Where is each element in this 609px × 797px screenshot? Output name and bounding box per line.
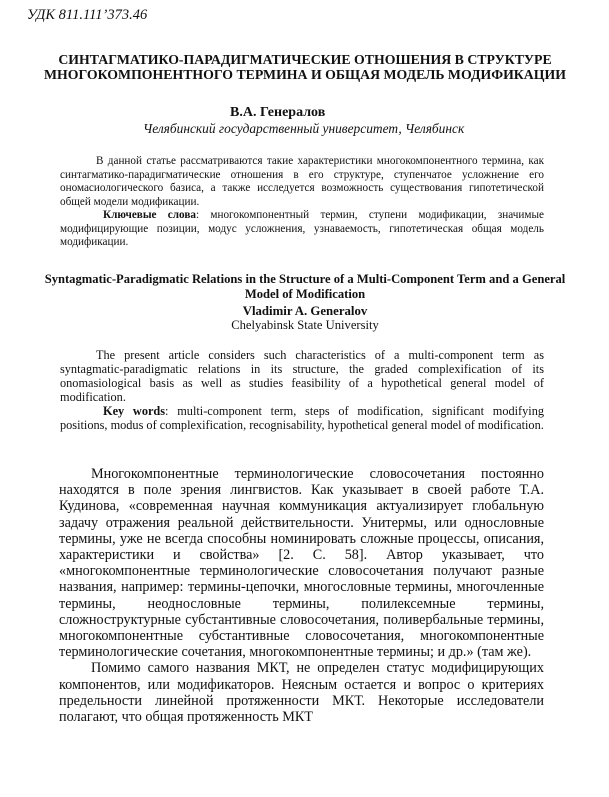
article-title-en: Syntagmatic-Paradigmatic Relations in the Structure of a Multi-Component Term and a General Model of Modification xyxy=(44,272,566,301)
author-en: Vladimir A. Generalov xyxy=(242,304,368,318)
article-title-ru: СИНТАГМАТИКО-ПАРАДИГМАТИЧЕСКИЕ ОТНОШЕНИЯ В СТРУКТУРЕ МНОГОКОМПОНЕНТНОГО ТЕРМИНА И ОБЩАЯ МОДЕЛЬ МОДИФИКАЦИИ xyxy=(44,52,566,82)
author-ru: В.А. Генералов xyxy=(230,105,326,120)
udk-code: УДК 811.111’373.46 xyxy=(27,7,148,23)
article-body xyxy=(59,466,544,725)
abstract-ru-text: В данной статье рассматриваются такие характеристики многокомпонентного термина, как синтагматико-парадигматические отношения в его структуре, ступенчатое усложнение его ономасиологического базиса, а также исследуется возможность существования гипотетической общей модели модификации. xyxy=(60,155,544,208)
keywords-en-text: : multi-component term, steps of modification, significant modifying positions, modus of complexification, recognisability, hypothetical general model of modification. xyxy=(60,404,544,432)
keywords-ru-text: : многокомпонентный термин, ступени модификации, значимые модифицирующие позиции, модус усложнения, узнаваемость, гипотетическая общая модель модификации. xyxy=(60,209,544,248)
keywords-en-label: Key words xyxy=(103,404,166,418)
keywords-en xyxy=(60,404,544,432)
keywords-ru-label: Ключевые слова xyxy=(103,209,196,221)
body-paragraph-1: Многокомпонентные терминологические словосочетания постоянно находятся в поле зрения лингвистов. Как указывает в своей работе Т.А. Кудинова, «современная научная коммуникация актуализирует глобальную задачу отражения реальной действительности. Унитермы, или однословные термины, уже не всегда способны номинировать сложные процессы, описания, характеристики и свойства» [2. С. 58]. Автор указывает, что «многокомпонентные терминологические словосочетания получают разные названия, например: термины-цепочки, многословные термины, многочленные термины, неоднословные термины, полилексемные термины, сложноструктурные субстантивные словосочетания, поливербальные термины, многокомпонентные субстантивные словосочетания, многокомпонентные терминологические сочетания, многокомпонентные термины; и др.» (там же). xyxy=(59,466,544,661)
abstract-ru xyxy=(60,155,544,250)
keywords-ru xyxy=(60,209,544,250)
abstract-en-text: The present article considers such characteristics of a multi-component term as syntagmatic-paradigmatic relations in its structure, the graded complexification of its onomasiological basis as well as studies feasibility of a hypothetical general model of modification. xyxy=(60,348,544,404)
body-paragraph-2: Помимо самого названия МКТ, не определен статус модифицирующих компонентов, или модификаторов. Неясным остается и вопрос о критериях предельности линейной протяженности МКТ. Некоторые исследователи полагают, что общая протяженность МКТ xyxy=(59,660,544,726)
affiliation-ru: Челябинский государственный университет, Челябинск xyxy=(143,121,465,136)
abstract-en xyxy=(60,348,544,432)
affiliation-en: Chelyabinsk State University xyxy=(231,318,379,332)
